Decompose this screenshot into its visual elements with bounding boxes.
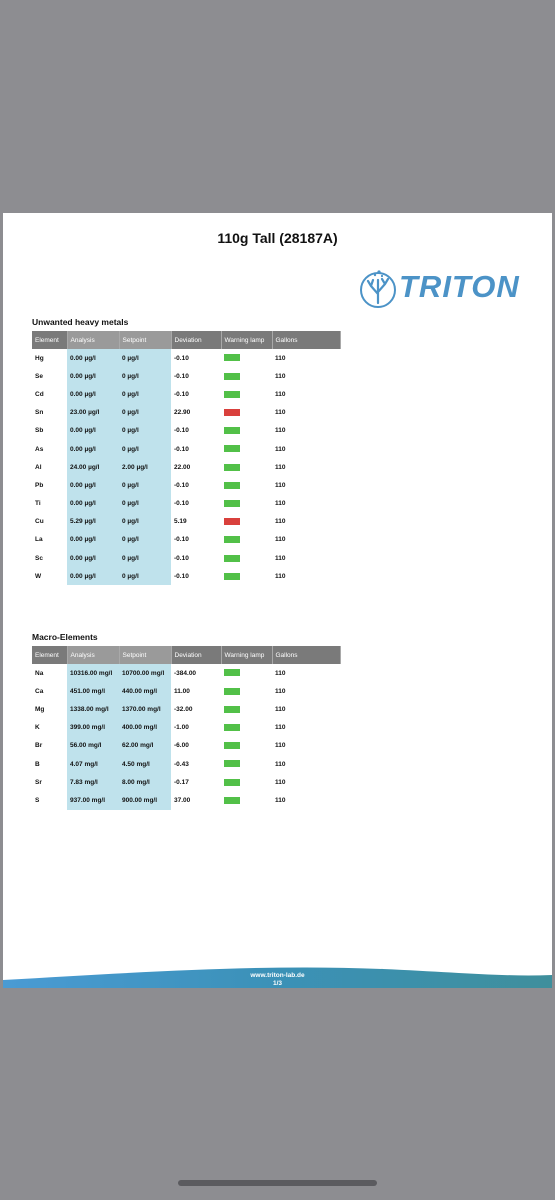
setpoint-cell: 0 µg/l — [119, 495, 171, 513]
warning-lamp-cell — [221, 773, 272, 791]
analysis-cell: 0.00 µg/l — [67, 476, 119, 494]
setpoint-cell: 440.00 mg/l — [119, 682, 171, 700]
element-cell: Sb — [35, 427, 44, 435]
table-row — [32, 719, 340, 737]
gallons-cell: 110 — [275, 481, 286, 489]
warning-lamp-green — [224, 427, 240, 434]
element-cell: As — [35, 445, 44, 453]
warning-lamp-green — [224, 373, 240, 380]
gallons-cell: 110 — [275, 724, 286, 732]
table-row — [32, 422, 340, 440]
gallons-cell: 110 — [275, 390, 286, 398]
analysis-cell: 0.00 µg/l — [67, 567, 119, 585]
gallons-cell: 110 — [275, 427, 286, 435]
table-header-row — [32, 646, 340, 664]
table-row — [32, 773, 340, 791]
home-indicator[interactable] — [178, 1180, 377, 1186]
deviation-cell: -0.10 — [174, 554, 189, 562]
header-analysis: Analysis — [67, 331, 119, 349]
warning-lamp-cell — [221, 791, 272, 809]
setpoint-cell: 0 µg/l — [119, 440, 171, 458]
table-row — [32, 404, 340, 422]
table-row — [32, 513, 340, 531]
header-warning-lamp: Warning lamp — [221, 331, 272, 349]
element-cell: Br — [35, 742, 43, 750]
gallons-cell: 110 — [275, 409, 286, 417]
deviation-cell: -0.17 — [174, 778, 189, 786]
warning-lamp-cell — [221, 367, 272, 385]
page-indicator: 1/3 — [272, 980, 283, 987]
table-row — [32, 737, 340, 755]
setpoint-cell: 0 µg/l — [119, 513, 171, 531]
element-cell: Sc — [35, 554, 43, 562]
element-cell: Mg — [35, 705, 45, 713]
header-gallons: Gallons — [272, 646, 340, 664]
deviation-cell: -0.10 — [174, 354, 189, 362]
analysis-cell: 0.00 µg/l — [67, 531, 119, 549]
gallons-cell: 110 — [275, 760, 286, 768]
warning-lamp-green — [224, 464, 240, 471]
deviation-cell: -0.10 — [174, 445, 189, 453]
logo-text: TRITON — [399, 269, 520, 304]
warning-lamp-cell — [221, 719, 272, 737]
setpoint-cell: 2.00 µg/l — [119, 458, 171, 476]
warning-lamp-red — [224, 409, 240, 416]
table-row — [32, 495, 340, 513]
gallons-cell: 110 — [275, 778, 286, 786]
report-page — [3, 213, 552, 988]
element-cell: Sr — [35, 778, 42, 786]
warning-lamp-cell — [221, 531, 272, 549]
deviation-cell: 22.90 — [174, 409, 191, 417]
setpoint-cell: 0 µg/l — [119, 476, 171, 494]
element-cell: La — [35, 536, 43, 544]
triton-logo — [358, 268, 518, 308]
deviation-cell: -1.00 — [174, 724, 189, 732]
warning-lamp-green — [224, 573, 240, 580]
warning-lamp-green — [224, 482, 240, 489]
analysis-cell: 0.00 µg/l — [67, 367, 119, 385]
analysis-cell: 451.00 mg/l — [67, 682, 119, 700]
table-row — [32, 458, 340, 476]
warning-lamp-cell — [221, 549, 272, 567]
macro-elements-table — [32, 646, 341, 810]
element-cell: S — [35, 796, 40, 804]
analysis-cell: 0.00 µg/l — [67, 440, 119, 458]
gallons-cell: 110 — [275, 572, 286, 580]
warning-lamp-red — [224, 518, 240, 525]
gallons-cell: 110 — [275, 796, 286, 804]
table-row — [32, 664, 340, 682]
warning-lamp-green — [224, 500, 240, 507]
deviation-cell: -0.10 — [174, 372, 189, 380]
deviation-cell: -0.10 — [174, 536, 189, 544]
warning-lamp-cell — [221, 349, 272, 367]
warning-lamp-green — [224, 536, 240, 543]
element-cell: B — [35, 760, 40, 768]
table-row — [32, 367, 340, 385]
analysis-cell: 10316.00 mg/l — [67, 664, 119, 682]
analysis-cell: 937.00 mg/l — [67, 791, 119, 809]
warning-lamp-cell — [221, 737, 272, 755]
setpoint-cell: 0 µg/l — [119, 367, 171, 385]
header-setpoint: Setpoint — [119, 331, 171, 349]
analysis-cell: 7.83 mg/l — [67, 773, 119, 791]
table-header-row — [32, 331, 340, 349]
gallons-cell: 110 — [275, 445, 286, 453]
warning-lamp-cell — [221, 664, 272, 682]
table-row — [32, 755, 340, 773]
gallons-cell: 110 — [275, 500, 286, 508]
analysis-cell: 1338.00 mg/l — [67, 700, 119, 718]
analysis-cell: 24.00 µg/l — [67, 458, 119, 476]
deviation-cell: -0.10 — [174, 427, 189, 435]
gallons-cell: 110 — [275, 554, 286, 562]
setpoint-cell: 0 µg/l — [119, 549, 171, 567]
table-row — [32, 682, 340, 700]
table-row — [32, 440, 340, 458]
header-warning-lamp: Warning lamp — [221, 646, 272, 664]
deviation-cell: -32.00 — [174, 705, 193, 713]
gallons-cell: 110 — [275, 687, 286, 695]
deviation-cell: 37.00 — [174, 796, 191, 804]
gallons-cell: 110 — [275, 705, 286, 713]
table-row — [32, 549, 340, 567]
header-deviation: Deviation — [171, 331, 221, 349]
analysis-cell: 0.00 µg/l — [67, 549, 119, 567]
analysis-cell: 0.00 µg/l — [67, 422, 119, 440]
warning-lamp-green — [224, 445, 240, 452]
warning-lamp-green — [224, 669, 240, 676]
setpoint-cell: 900.00 mg/l — [119, 791, 171, 809]
analysis-cell: 56.00 mg/l — [67, 737, 119, 755]
gallons-cell: 110 — [275, 518, 286, 526]
element-cell: K — [35, 724, 40, 732]
deviation-cell: -384.00 — [174, 669, 197, 677]
table-row — [32, 349, 340, 367]
header-setpoint: Setpoint — [119, 646, 171, 664]
analysis-cell: 5.29 µg/l — [67, 513, 119, 531]
table-row — [32, 791, 340, 809]
warning-lamp-cell — [221, 495, 272, 513]
warning-lamp-cell — [221, 682, 272, 700]
table-row — [32, 567, 340, 585]
deviation-cell: -0.10 — [174, 572, 189, 580]
element-cell: W — [35, 572, 42, 580]
warning-lamp-green — [224, 724, 240, 731]
deviation-cell: -6.00 — [174, 742, 189, 750]
table-row — [32, 385, 340, 403]
header-analysis: Analysis — [67, 646, 119, 664]
setpoint-cell: 1370.00 mg/l — [119, 700, 171, 718]
setpoint-cell: 62.00 mg/l — [119, 737, 171, 755]
warning-lamp-cell — [221, 385, 272, 403]
gallons-cell: 110 — [275, 372, 286, 380]
deviation-cell: -0.10 — [174, 390, 189, 398]
gallons-cell: 110 — [275, 463, 286, 471]
gallons-cell: 110 — [275, 536, 286, 544]
setpoint-cell: 0 µg/l — [119, 567, 171, 585]
setpoint-cell: 4.50 mg/l — [119, 755, 171, 773]
report-title: 110g Tall (28187A) — [217, 230, 338, 246]
heavy-metals-table — [32, 331, 341, 585]
analysis-cell: 4.07 mg/l — [67, 755, 119, 773]
setpoint-cell: 0 µg/l — [119, 422, 171, 440]
setpoint-cell: 0 µg/l — [119, 531, 171, 549]
element-cell: Se — [35, 372, 43, 380]
warning-lamp-green — [224, 391, 240, 398]
footer-text — [3, 972, 552, 988]
header-gallons: Gallons — [272, 331, 340, 349]
analysis-cell: 399.00 mg/l — [67, 719, 119, 737]
setpoint-cell: 0 µg/l — [119, 349, 171, 367]
analysis-cell: 0.00 µg/l — [67, 385, 119, 403]
deviation-cell: -0.10 — [174, 481, 189, 489]
header-element: Element — [32, 331, 67, 349]
warning-lamp-cell — [221, 476, 272, 494]
coral-icon — [358, 268, 398, 308]
element-cell: Ti — [35, 500, 41, 508]
element-cell: Cu — [35, 518, 44, 526]
element-cell: Cd — [35, 390, 44, 398]
warning-lamp-green — [224, 779, 240, 786]
warning-lamp-green — [224, 555, 240, 562]
element-cell: Hg — [35, 354, 44, 362]
warning-lamp-green — [224, 760, 240, 767]
warning-lamp-cell — [221, 567, 272, 585]
setpoint-cell: 0 µg/l — [119, 385, 171, 403]
setpoint-cell: 0 µg/l — [119, 404, 171, 422]
analysis-cell: 0.00 µg/l — [67, 495, 119, 513]
warning-lamp-cell — [221, 440, 272, 458]
gallons-cell: 110 — [275, 354, 286, 362]
header-deviation: Deviation — [171, 646, 221, 664]
element-cell: Pb — [35, 481, 44, 489]
deviation-cell: 22.00 — [174, 463, 191, 471]
deviation-cell: -0.10 — [174, 500, 189, 508]
warning-lamp-cell — [221, 458, 272, 476]
warning-lamp-green — [224, 742, 240, 749]
warning-lamp-cell — [221, 422, 272, 440]
table-row — [32, 531, 340, 549]
setpoint-cell: 8.00 mg/l — [119, 773, 171, 791]
element-cell: Ca — [35, 687, 44, 695]
deviation-cell: -0.43 — [174, 760, 189, 768]
header-element: Element — [32, 646, 67, 664]
analysis-cell: 23.00 µg/l — [67, 404, 119, 422]
deviation-cell: 11.00 — [174, 687, 190, 695]
macro-elements-title: Macro-Elements — [32, 632, 98, 642]
warning-lamp-green — [224, 354, 240, 361]
footer-url: www.triton-lab.de — [250, 972, 305, 979]
setpoint-cell: 400.00 mg/l — [119, 719, 171, 737]
deviation-cell: 5.19 — [174, 518, 187, 526]
setpoint-cell: 10700.00 mg/l — [119, 664, 171, 682]
warning-lamp-green — [224, 706, 240, 713]
warning-lamp-cell — [221, 404, 272, 422]
warning-lamp-cell — [221, 755, 272, 773]
gallons-cell: 110 — [275, 742, 286, 750]
element-cell: Sn — [35, 409, 44, 417]
warning-lamp-green — [224, 797, 240, 804]
warning-lamp-cell — [221, 700, 272, 718]
element-cell: Na — [35, 669, 44, 677]
element-cell: Al — [35, 463, 42, 471]
table-row — [32, 476, 340, 494]
analysis-cell: 0.00 µg/l — [67, 349, 119, 367]
warning-lamp-cell — [221, 513, 272, 531]
warning-lamp-green — [224, 688, 240, 695]
gallons-cell: 110 — [275, 669, 286, 677]
heavy-metals-title: Unwanted heavy metals — [32, 317, 129, 327]
table-row — [32, 700, 340, 718]
